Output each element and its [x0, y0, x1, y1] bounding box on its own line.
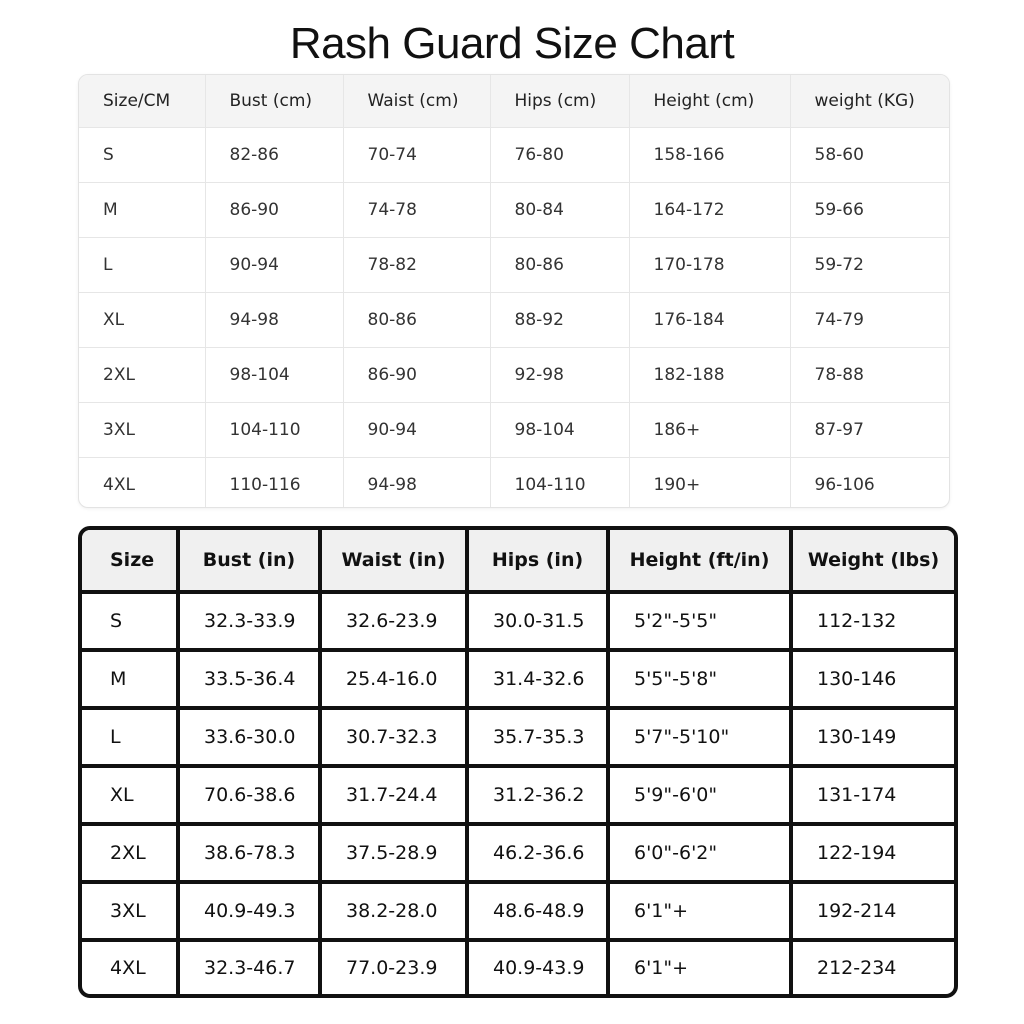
cell-weight: 58-60: [790, 128, 949, 183]
cell-height: 5'5"-5'8": [608, 650, 791, 708]
cell-waist: 86-90: [343, 348, 490, 403]
cell-bust: 32.3-46.7: [178, 940, 320, 994]
imperial-size-table: [78, 526, 958, 998]
cell-height: 5'9"-6'0": [608, 766, 791, 824]
cell-weight: 192-214: [791, 882, 954, 940]
table-row: [79, 403, 949, 458]
cell-height: 6'1"+: [608, 882, 791, 940]
cell-weight: 130-149: [791, 708, 954, 766]
cell-height: 6'0"-6'2": [608, 824, 791, 882]
cell-height: 5'2"-5'5": [608, 592, 791, 650]
cell-hips: 30.0-31.5: [467, 592, 608, 650]
table-row: [82, 650, 954, 708]
cell-weight: 112-132: [791, 592, 954, 650]
cell-waist: 90-94: [343, 403, 490, 458]
cell-bust: 38.6-78.3: [178, 824, 320, 882]
cell-waist: 78-82: [343, 238, 490, 293]
cell-size: S: [82, 592, 178, 650]
header-size: Size: [82, 530, 178, 592]
cell-bust: 33.5-36.4: [178, 650, 320, 708]
cell-bust: 94-98: [205, 293, 343, 348]
header-hips: Hips (cm): [490, 75, 629, 128]
cell-hips: 46.2-36.6: [467, 824, 608, 882]
cell-hips: 31.4-32.6: [467, 650, 608, 708]
cell-bust: 104-110: [205, 403, 343, 458]
cell-bust: 86-90: [205, 183, 343, 238]
cell-height: 170-178: [629, 238, 790, 293]
cell-weight: 59-66: [790, 183, 949, 238]
cell-weight: 122-194: [791, 824, 954, 882]
cell-size: L: [79, 238, 205, 293]
table-row: [79, 458, 949, 509]
cell-hips: 40.9-43.9: [467, 940, 608, 994]
cell-waist: 94-98: [343, 458, 490, 509]
header-hips: Hips (in): [467, 530, 608, 592]
cell-weight: 131-174: [791, 766, 954, 824]
cell-size: M: [82, 650, 178, 708]
cell-size: S: [79, 128, 205, 183]
cell-bust: 82-86: [205, 128, 343, 183]
cell-height: 176-184: [629, 293, 790, 348]
table-row: [79, 183, 949, 238]
table-row: [82, 766, 954, 824]
cell-waist: 77.0-23.9: [320, 940, 467, 994]
header-bust: Bust (cm): [205, 75, 343, 128]
cell-size: 2XL: [79, 348, 205, 403]
cell-height: 158-166: [629, 128, 790, 183]
cell-waist: 80-86: [343, 293, 490, 348]
cell-size: 4XL: [82, 940, 178, 994]
cell-waist: 32.6-23.9: [320, 592, 467, 650]
cell-hips: 76-80: [490, 128, 629, 183]
cell-hips: 48.6-48.9: [467, 882, 608, 940]
table-header-row: [82, 530, 954, 592]
metric-size-table: [78, 74, 950, 508]
header-waist: Waist (cm): [343, 75, 490, 128]
cell-weight: 59-72: [790, 238, 949, 293]
cell-bust: 90-94: [205, 238, 343, 293]
header-weight: Weight (lbs): [791, 530, 954, 592]
cell-weight: 96-106: [790, 458, 949, 509]
cell-bust: 70.6-38.6: [178, 766, 320, 824]
cell-size: XL: [82, 766, 178, 824]
cell-bust: 98-104: [205, 348, 343, 403]
table-row: [79, 293, 949, 348]
cell-hips: 35.7-35.3: [467, 708, 608, 766]
cell-waist: 74-78: [343, 183, 490, 238]
cell-waist: 30.7-32.3: [320, 708, 467, 766]
cell-hips: 88-92: [490, 293, 629, 348]
cell-height: 182-188: [629, 348, 790, 403]
cell-height: 164-172: [629, 183, 790, 238]
cell-size: M: [79, 183, 205, 238]
cell-waist: 38.2-28.0: [320, 882, 467, 940]
table-row: [79, 238, 949, 293]
cell-waist: 70-74: [343, 128, 490, 183]
table-header-row: [79, 75, 949, 128]
cell-size: 3XL: [79, 403, 205, 458]
cell-size: 3XL: [82, 882, 178, 940]
cell-size: 2XL: [82, 824, 178, 882]
cell-hips: 92-98: [490, 348, 629, 403]
cell-height: 5'7"-5'10": [608, 708, 791, 766]
table-row: [82, 824, 954, 882]
page-title: Rash Guard Size Chart: [289, 19, 735, 68]
cell-bust: 32.3-33.9: [178, 592, 320, 650]
cell-hips: 104-110: [490, 458, 629, 509]
cell-weight: 130-146: [791, 650, 954, 708]
header-weight: weight (KG): [790, 75, 949, 128]
cell-hips: 80-84: [490, 183, 629, 238]
table-row: [82, 940, 954, 994]
header-bust: Bust (in): [178, 530, 320, 592]
table-row: [79, 128, 949, 183]
cell-height: 6'1"+: [608, 940, 791, 994]
cell-bust: 110-116: [205, 458, 343, 509]
cell-waist: 25.4-16.0: [320, 650, 467, 708]
cell-weight: 212-234: [817, 957, 897, 980]
cell-size: XL: [79, 293, 205, 348]
cell-bust: 40.9-49.3: [178, 882, 320, 940]
header-height: Height (ft/in): [608, 530, 791, 592]
table-row: [82, 882, 954, 940]
table-row: [82, 592, 954, 650]
cell-hips: 80-86: [490, 238, 629, 293]
cell-bust: 33.6-30.0: [178, 708, 320, 766]
cell-weight: 74-79: [790, 293, 949, 348]
cell-hips: 31.2-36.2: [467, 766, 608, 824]
cell-size: L: [82, 708, 178, 766]
cell-height: 186+: [629, 403, 790, 458]
header-size: Size/CM: [79, 75, 205, 128]
header-height: Height (cm): [629, 75, 790, 128]
cell-weight: 87-97: [790, 403, 949, 458]
header-waist: Waist (in): [320, 530, 467, 592]
cell-waist: 37.5-28.9: [320, 824, 467, 882]
cell-size: 4XL: [79, 458, 205, 509]
cell-hips: 98-104: [490, 403, 629, 458]
cell-weight: 78-88: [790, 348, 949, 403]
cell-waist: 31.7-24.4: [320, 766, 467, 824]
table-row: [79, 348, 949, 403]
cell-height: 190+: [629, 458, 790, 509]
table-row: [82, 708, 954, 766]
